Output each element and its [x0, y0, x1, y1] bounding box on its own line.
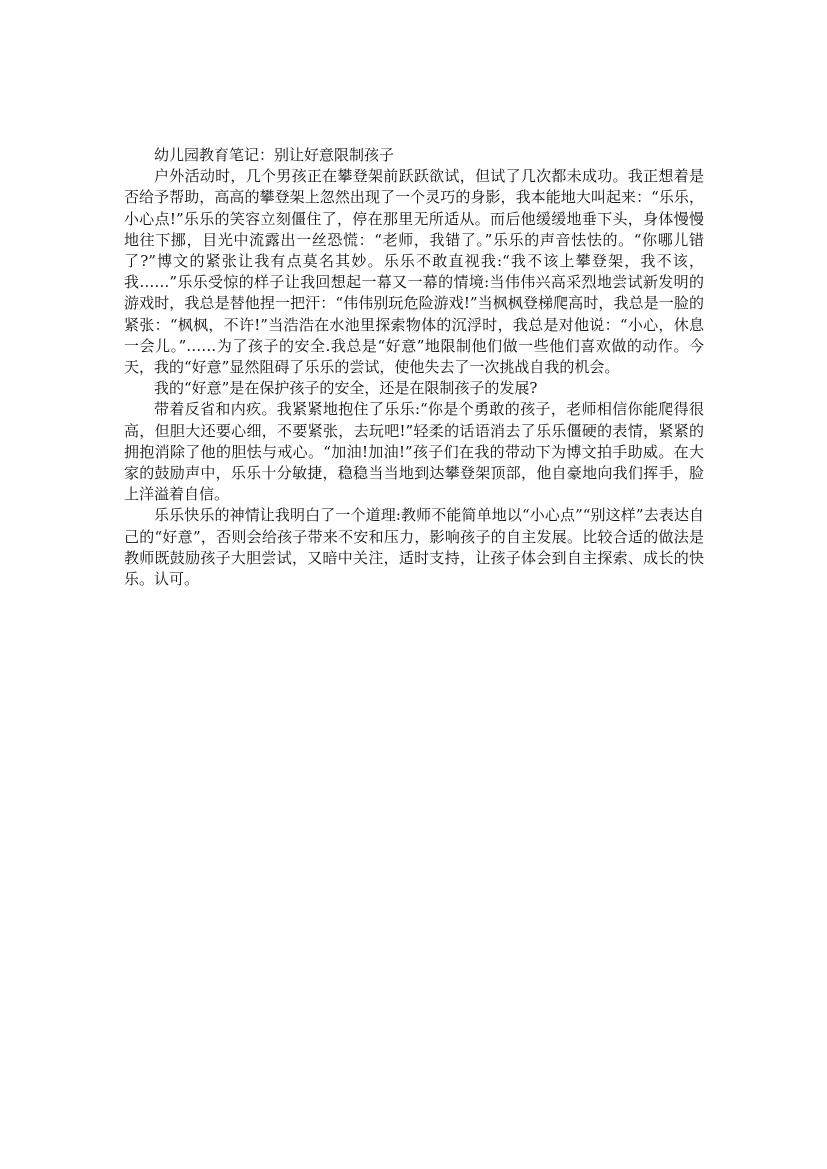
paragraph: 我的“好意”是在保护孩子的安全，还是在限制孩子的发展?: [154, 379, 538, 398]
paragraph: 乐乐快乐的神情让我明白了一个道理:教师不能简单地以“小心点”“别这样”去表达自己的“好意”，否则会给孩子带来不安和压力，影响孩子的自主发展。比较合适的做法是教师既鼓励孩子大胆尝试，又暗中关注，适时支持，让孩子体会到自主探索、成长的快乐。认可。: [124, 506, 704, 589]
paragraph: 带着反省和内疚。我紧紧地抱住了乐乐:“你是个勇敢的孩子，老师相信你能爬得很高，但胆大还要心细，不要紧张，去玩吧!”轻柔的话语消去了乐乐僵硬的表情，紧紧的拥抱消除了他的胆怯与戒心。“加油!加油!”孩子们在我的带动下为博文拍手助威。在大家的鼓励声中，乐乐十分敏捷，稳稳当当地到达攀登架顶部，他自豪地向我们挥手，脸上洋溢着自信。: [124, 400, 704, 504]
document-body: [124, 145, 704, 590]
document-page: [124, 0, 704, 1169]
paragraph: 户外活动时，几个男孩正在攀登架前跃跃欲试，但试了几次都未成功。我正想着是否给予帮助，高高的攀登架上忽然出现了一个灵巧的身影，我本能地大叫起来：“乐乐，小心点!”乐乐的笑容立刻僵住了，停在那里无所适从。而后他缓缓地垂下头，身体慢慢地往下挪，目光中流露出一丝恐慌：“老师，我错了。”乐乐的声音怯怯的。“你哪儿错了?”博文的紧张让我有点莫名其妙。乐乐不敢直视我:“我不该上攀登架，我不该，我……”乐乐受惊的样子让我回想起一幕又一幕的情境:当伟伟兴高采烈地尝试新发明的游戏时，我总是替他捏一把汗：“伟伟别玩危险游戏!”当枫枫登梯爬高时，我总是一脸的紧张：“枫枫，不许!”当浩浩在水池里探索物体的沉浮时，我总是对他说：“小心，休息一会儿。”……为了孩子的安全.我总是“好意”地限制他们做一些他们喜欢做的动作。今天，我的“好意”显然阻碍了乐乐的尝试，使他失去了一次挑战自我的机会。: [124, 167, 704, 377]
document-title: 幼儿园教育笔记：别让好意限制孩子: [154, 146, 395, 164]
